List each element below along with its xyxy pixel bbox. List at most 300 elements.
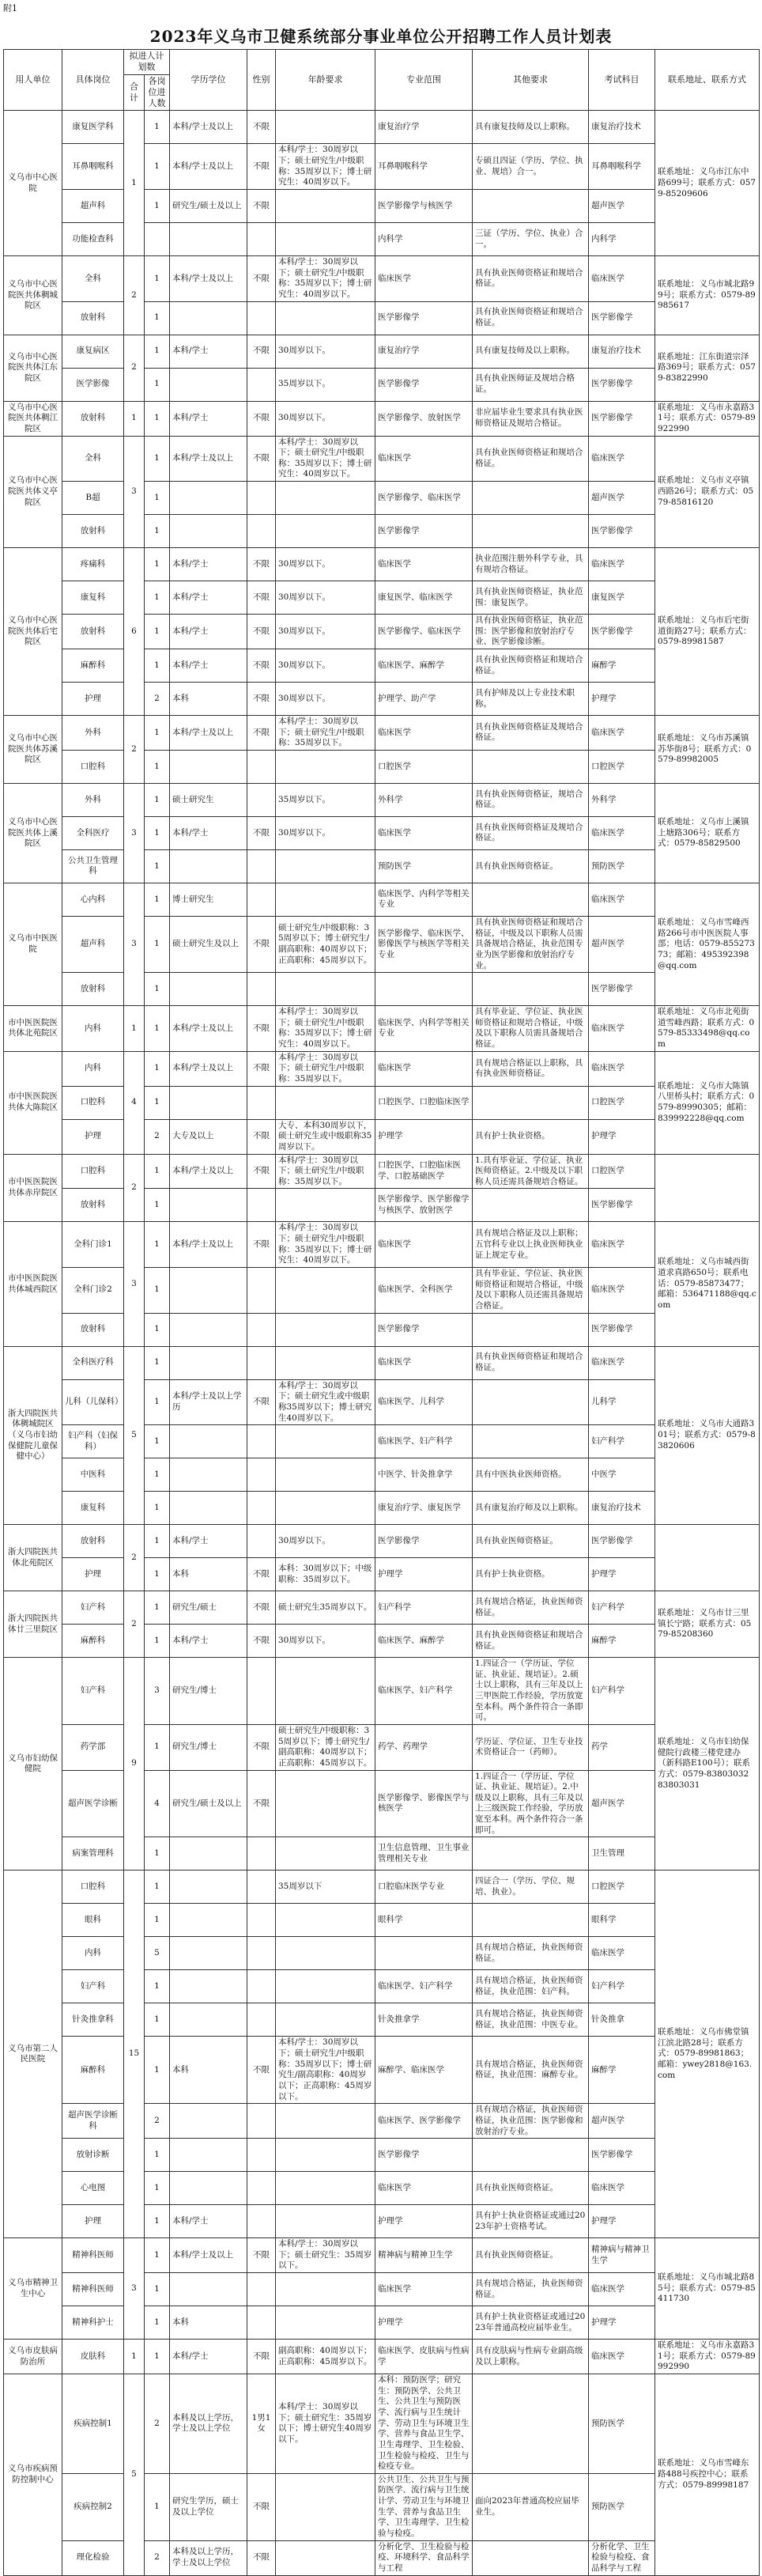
post-count-cell: 1: [145, 144, 170, 190]
table-row: [4, 716, 760, 751]
post-cell: 内科: [62, 1051, 124, 1086]
age-cell: 本科/学士：30周岁以下；硕士研究生：35周岁以下；博士研究生40周岁以下。: [276, 2374, 375, 2474]
gender-cell: 不限: [247, 1558, 276, 1591]
gender-cell: [247, 2104, 276, 2139]
gender-cell: 不限: [247, 1006, 276, 1052]
other-requirements-cell: [473, 515, 589, 548]
unit-cell: 市中医医院医共体北苑院区: [4, 1006, 62, 1052]
other-requirements-cell: [473, 883, 589, 916]
post-cell: 放射科: [62, 973, 124, 1006]
gender-cell: 不限: [247, 2473, 276, 2540]
exam-subject-cell: 临床医学: [589, 2273, 655, 2306]
post-cell: 放射科: [62, 1525, 124, 1558]
unit-cell: 市中医医院医共体赤岸院区: [4, 1154, 62, 1222]
post-cell: 康复医学科: [62, 111, 124, 144]
education-cell: 本科/学士及以上: [170, 436, 247, 482]
post-count-cell: 1: [145, 2037, 170, 2104]
exam-subject-cell: 口腔医学: [589, 750, 655, 783]
contact-cell: 联系地址：义乌市苏溪镇苏华街8号；联系方式：0579-89982005: [655, 716, 760, 784]
post-cell: 护理: [62, 1119, 124, 1154]
post-cell: 放射科: [62, 1189, 124, 1222]
unit-cell: 市中医医院医共体大陈院区: [4, 1051, 62, 1154]
post-count-cell: 5: [145, 1937, 170, 1970]
total-count-cell: 2: [124, 335, 145, 401]
major-cell: 康复治疗学、康复医学: [375, 1492, 473, 1525]
unit-cell: 义乌市中医医院: [4, 883, 62, 1005]
post-count-cell: 1: [145, 581, 170, 615]
other-requirements-cell: [473, 1837, 589, 1871]
total-count-cell: 1: [124, 1006, 145, 1052]
unit-cell: 义乌市疾病预防控制中心: [4, 2374, 62, 2576]
contact-cell: 联系地址：义乌市雪峰东路488号疾控中心；联系方式：0579-89998187: [655, 2374, 760, 2576]
post-cell: 全科医疗科: [62, 1346, 124, 1379]
education-cell: 研究生/博士: [170, 1658, 247, 1725]
major-cell: [375, 973, 473, 1006]
education-cell: [170, 849, 247, 883]
education-cell: 本科及以上学历，学士及以上学位: [170, 2374, 247, 2474]
exam-subject-cell: 超声医学: [589, 2104, 655, 2139]
post-count-cell: 1: [145, 750, 170, 783]
post-cell: 外科: [62, 716, 124, 751]
major-cell: 卫生信息管理、卫生事业管理相关专业: [375, 1837, 473, 1871]
other-requirements-cell: 具有护士执业资格证或通过2023年护士资格考试。: [473, 2205, 589, 2238]
education-cell: 博士研究生: [170, 883, 247, 916]
gender-cell: 不限: [247, 816, 276, 849]
post-cell: 口腔科: [62, 750, 124, 783]
table-row: [4, 256, 760, 302]
unit-cell: 浙大四院医共体北苑院区: [4, 1525, 62, 1591]
post-count-cell: 1: [145, 973, 170, 1006]
gender-cell: 不限: [247, 615, 276, 649]
contact-cell: 联系地址：义乌市廿三里镇长宁路；联系方式：0579-85208360: [655, 1591, 760, 1658]
gender-cell: [247, 2306, 276, 2340]
gender-cell: [247, 2172, 276, 2205]
total-count-cell: 2: [124, 1525, 145, 1591]
age-cell: 本科/学士：30周岁以下；硕士研究生/中级职称：35周岁以下；博士研究生：40周岁以下。: [276, 256, 375, 302]
total-count-cell: 3: [124, 436, 145, 548]
major-cell: 外科学: [375, 783, 473, 816]
gender-cell: 不限: [247, 548, 276, 581]
gender-cell: [247, 883, 276, 916]
gender-cell: [247, 482, 276, 515]
exam-subject-cell: 临床医学: [589, 1006, 655, 1052]
other-requirements-cell: [473, 2540, 589, 2575]
contact-cell: 联系地址：江东街道宗泽路369号；联系方式：0579-83822990: [655, 335, 760, 401]
education-cell: 本科/学士: [170, 2340, 247, 2374]
education-cell: 本科: [170, 2306, 247, 2340]
exam-subject-cell: 麻醉学: [589, 649, 655, 683]
table-row: [4, 2104, 760, 2139]
gender-cell: [247, 1189, 276, 1222]
education-cell: 本科/学士: [170, 816, 247, 849]
other-requirements-cell: 具有执业医师资格证。: [473, 2172, 589, 2205]
exam-subject-cell: 药学: [589, 1725, 655, 1771]
gender-cell: 不限: [247, 1379, 276, 1425]
table-row: [4, 2306, 760, 2340]
major-cell: 临床医学、妇产科学: [375, 1658, 473, 1725]
post-cell: 护理: [62, 2205, 124, 2238]
age-cell: 35周岁以下: [276, 1871, 375, 1904]
post-count-cell: 1: [145, 1970, 170, 2003]
other-requirements-cell: 具有护士执业资格证或通过2023年普通高校应届毕业生。: [473, 2306, 589, 2340]
education-cell: 本科/学士: [170, 2205, 247, 2238]
other-requirements-cell: 具有执业医师资格证和规培合格证。: [473, 301, 589, 335]
gender-cell: 不限: [247, 683, 276, 716]
major-cell: 预防医学: [375, 849, 473, 883]
age-cell: [276, 2104, 375, 2139]
post-cell: 全科: [62, 256, 124, 302]
exam-subject-cell: 康复治疗技术: [589, 335, 655, 368]
education-cell: 研究生/硕士及以上: [170, 1770, 247, 1837]
education-cell: [170, 2273, 247, 2306]
major-cell: 临床医学: [375, 1051, 473, 1086]
exam-subject-cell: 医学影像学: [589, 301, 655, 335]
post-cell: 口腔科: [62, 1871, 124, 1904]
major-cell: 公共卫生、公共卫生与预防医学、流行病与卫生统计学、劳动卫生与环境卫生学、营养与食品卫生学、卫生毒理学、卫生检验与检疫。: [375, 2473, 473, 2540]
header-education: 学历学位: [170, 50, 247, 111]
exam-subject-cell: 临床医学: [589, 816, 655, 849]
header-exam: 考试科目: [589, 50, 655, 111]
table-row: [4, 111, 760, 144]
other-requirements-cell: [473, 1313, 589, 1346]
post-cell: 精神科护士: [62, 2306, 124, 2340]
table-row: [4, 1591, 760, 1625]
contact-cell: 联系地址：义乌市永嘉路31号；联系方式：0579-89992990: [655, 2340, 760, 2374]
education-cell: [170, 1189, 247, 1222]
other-requirements-cell: 具有执业医师资格证，规培合格证。: [473, 783, 589, 816]
education-cell: [170, 2172, 247, 2205]
contact-cell: [655, 1154, 760, 1222]
other-requirements-cell: [473, 1086, 589, 1119]
unit-cell: 义乌市中心医院医共体苏溪院区: [4, 716, 62, 784]
gender-cell: [247, 1458, 276, 1492]
unit-cell: 义乌市中心医院医共体义亭院区: [4, 436, 62, 548]
contact-cell: 联系地址：义乌市城西街道求真路650号；联系电话：0579-85873477；邮箱：536471188@qq.com: [655, 1222, 760, 1346]
post-count-cell: 1: [145, 1379, 170, 1425]
education-cell: 本科/学士: [170, 615, 247, 649]
exam-subject-cell: 临床医学: [589, 1051, 655, 1086]
table-row: [4, 2172, 760, 2205]
contact-cell: 联系地址：义乌市大通路301号；联系方式：0579-83820606: [655, 1346, 760, 1525]
exam-subject-cell: 医学影像学: [589, 1189, 655, 1222]
major-cell: [375, 1937, 473, 1970]
major-cell: 医学影像学、临床医学: [375, 482, 473, 515]
post-cell: 功能检查科: [62, 223, 124, 256]
post-count-cell: 1: [145, 1458, 170, 1492]
age-cell: [276, 482, 375, 515]
education-cell: 本科/学士及以上: [170, 256, 247, 302]
header-age: 年龄要求: [276, 50, 375, 111]
table-row: [4, 2540, 760, 2575]
total-count-cell: 5: [124, 1346, 145, 1525]
education-cell: 本科/学士及以上: [170, 1154, 247, 1189]
post-count-cell: 1: [145, 816, 170, 849]
gender-cell: [247, 1086, 276, 1119]
post-cell: 放射科: [62, 301, 124, 335]
age-cell: [276, 1086, 375, 1119]
major-cell: 医学影像学: [375, 1525, 473, 1558]
major-cell: 临床医学: [375, 548, 473, 581]
table-row: [4, 401, 760, 436]
post-cell: 心内科: [62, 883, 124, 916]
other-requirements-cell: 执业范围注册外科学专业，具有规培合格证。: [473, 548, 589, 581]
post-cell: 放射科: [62, 515, 124, 548]
post-count-cell: 1: [145, 1268, 170, 1314]
age-cell: [276, 2273, 375, 2306]
total-count-cell: 2: [124, 1154, 145, 1222]
exam-subject-cell: 妇产科学: [589, 1658, 655, 1725]
table-row: [4, 515, 760, 548]
major-cell: 临床医学、儿科学: [375, 1379, 473, 1425]
major-cell: 康复治疗学: [375, 335, 473, 368]
table-row: [4, 1770, 760, 1837]
unit-cell: 义乌市中心医院: [4, 111, 62, 256]
total-count-cell: 1: [124, 2340, 145, 2374]
table-row: [4, 615, 760, 649]
post-cell: 康复病区: [62, 335, 124, 368]
age-cell: [276, 223, 375, 256]
attachment-label: 附1: [3, 3, 17, 13]
major-cell: 康复治疗学: [375, 111, 473, 144]
post-count-cell: 1: [145, 1222, 170, 1268]
other-requirements-cell: 具有中医执业医师资格。: [473, 1458, 589, 1492]
total-count-cell: 15: [124, 1871, 145, 2238]
gender-cell: [247, 1313, 276, 1346]
exam-subject-cell: 护理学: [589, 1119, 655, 1154]
age-cell: [276, 190, 375, 223]
table-row: [4, 2037, 760, 2104]
other-requirements-cell: 具有执业医师资格证及规培合格证。: [473, 716, 589, 751]
education-cell: 本科及以上学历，学士及以上学位: [170, 2540, 247, 2575]
other-requirements-cell: 具有康复治疗师及以上职称。: [473, 1492, 589, 1525]
post-cell: 针灸推拿科: [62, 2003, 124, 2037]
other-requirements-cell: [473, 2374, 589, 2474]
other-requirements-cell: 具有执业医师资格证。: [473, 1525, 589, 1558]
table-row: [4, 2003, 760, 2037]
other-requirements-cell: 具有规培合格证，执业医师资格证，执业范围：医学影像和放射治疗专业。: [473, 2104, 589, 2139]
unit-cell: 义乌市第二人民医院: [4, 1871, 62, 2238]
major-cell: 医学影像学: [375, 1313, 473, 1346]
age-cell: [276, 2306, 375, 2340]
post-cell: 妇产科: [62, 1591, 124, 1625]
other-requirements-cell: 三证（学历、学位、执业）合一。: [473, 223, 589, 256]
major-cell: 麻醉学、临床医学: [375, 2037, 473, 2104]
post-count-cell: 2: [145, 2104, 170, 2139]
education-cell: [170, 1871, 247, 1904]
gender-cell: 不限: [247, 401, 276, 436]
post-count-cell: 1: [145, 1725, 170, 1771]
exam-subject-cell: 超声医学: [589, 190, 655, 223]
table-row: [4, 1492, 760, 1525]
other-requirements-cell: 四证合一（学历、学位、规培、执业）。: [473, 1871, 589, 1904]
gender-cell: [247, 515, 276, 548]
education-cell: 本科: [170, 683, 247, 716]
table-row: [4, 1425, 760, 1458]
table-row: [4, 816, 760, 849]
other-requirements-cell: 具有规培合格证，执业医师资格证。: [473, 1937, 589, 1970]
education-cell: [170, 368, 247, 401]
gender-cell: [247, 750, 276, 783]
exam-subject-cell: 中医学: [589, 1458, 655, 1492]
other-requirements-cell: 具有执业医师资格证，执业范围：医学影像和放射治疗专业、医学影像诊断。: [473, 615, 589, 649]
gender-cell: [247, 1346, 276, 1379]
post-cell: 康复科: [62, 581, 124, 615]
gender-cell: [247, 1425, 276, 1458]
other-requirements-cell: 学历证、学位证、卫生专业技术资格证合一（药师）。: [473, 1725, 589, 1771]
gender-cell: [247, 973, 276, 1006]
education-cell: [170, 750, 247, 783]
post-cell: 儿科（儿保科）: [62, 1379, 124, 1425]
major-cell: 医学影像学: [375, 368, 473, 401]
age-cell: 本科/学士：30周岁以下；硕士研究生/中级职称：35周岁以下；博士研究生/副高职称：40周岁以下；正高职称：45周岁以下。: [276, 2037, 375, 2104]
gender-cell: [247, 1525, 276, 1558]
education-cell: [170, 1937, 247, 1970]
other-requirements-cell: 具有执业医师资格证和规培合格证。: [473, 1625, 589, 1658]
other-requirements-cell: 专硕且四证（学历、学位、执业、规培）合一。: [473, 144, 589, 190]
contact-cell: 联系地址：义乌市佛堂镇江滨北路28号；联系方式：0579-89981863；邮箱：ywey2818@163.com: [655, 1871, 760, 2238]
age-cell: 本科/学士：30周岁以下；硕士研究生/中级职称：35周岁以下。: [276, 1051, 375, 1086]
education-cell: 本科/学士: [170, 649, 247, 683]
major-cell: 医学影像学与核医学: [375, 190, 473, 223]
age-cell: 30周岁以下。: [276, 1525, 375, 1558]
unit-cell: 义乌市中心医院医共体上溪院区: [4, 783, 62, 883]
education-cell: [170, 1970, 247, 2003]
table-row: [4, 223, 760, 256]
age-cell: 30周岁以下。: [276, 1625, 375, 1658]
post-count-cell: 1: [145, 1625, 170, 1658]
post-count-cell: 1: [145, 1086, 170, 1119]
exam-subject-cell: 医学影像学: [589, 401, 655, 436]
post-count-cell: 1: [145, 111, 170, 144]
major-cell: 精神病与精神卫生学: [375, 2238, 473, 2273]
major-cell: 临床医学、麻醉学: [375, 649, 473, 683]
header-contact: 联系地址、联系方式: [655, 50, 760, 111]
exam-subject-cell: 妇产科学: [589, 1425, 655, 1458]
exam-subject-cell: 耳鼻咽喉科学: [589, 144, 655, 190]
post-count-cell: 1: [145, 2273, 170, 2306]
post-count-cell: 1: [145, 1525, 170, 1558]
table-row: [4, 581, 760, 615]
other-requirements-cell: 具有执业医师资格证及规培合格证。: [473, 816, 589, 849]
post-count-cell: 1: [145, 335, 170, 368]
exam-subject-cell: 超声医学: [589, 916, 655, 972]
contact-cell: 联系地址：义乌市城北路99号；联系方式：0579-89985617: [655, 256, 760, 335]
table-row: [4, 2340, 760, 2374]
education-cell: 本科/学士及以上: [170, 1006, 247, 1052]
gender-cell: [247, 849, 276, 883]
post-count-cell: 1: [145, 1346, 170, 1379]
post-cell: 全科门诊1: [62, 1222, 124, 1268]
header-per-post: 各岗位进人数: [145, 74, 170, 111]
education-cell: [170, 1425, 247, 1458]
gender-cell: 不限: [247, 111, 276, 144]
post-count-cell: 1: [145, 883, 170, 916]
age-cell: 本科/学士：30周岁以下；硕士研究生/中级职称：35周岁以下；博士研究生：40周岁以下。: [276, 144, 375, 190]
gender-cell: [247, 1837, 276, 1871]
major-cell: 医学影像学、临床医学: [375, 615, 473, 649]
header-plan-group: 拟进人计划数: [124, 50, 170, 75]
table-row: [4, 1268, 760, 1314]
total-count-cell: 5: [124, 2374, 145, 2576]
age-cell: [276, 1837, 375, 1871]
major-cell: 护理学: [375, 1558, 473, 1591]
table-row: [4, 1837, 760, 1871]
gender-cell: [247, 2139, 276, 2172]
education-cell: [170, 1458, 247, 1492]
post-count-cell: 1: [145, 1154, 170, 1189]
other-requirements-cell: 具有规培合格证以上职称，具有执业医师资格证。: [473, 1051, 589, 1086]
unit-cell: 浙大四院医共体廿三里院区: [4, 1591, 62, 1658]
table-row: [4, 849, 760, 883]
other-requirements-cell: 具有护士执业资格。: [473, 1119, 589, 1154]
major-cell: 康复医学、临床医学: [375, 581, 473, 615]
other-requirements-cell: [473, 1189, 589, 1222]
major-cell: 针灸推拿学: [375, 2003, 473, 2037]
post-cell: 疼痛科: [62, 548, 124, 581]
education-cell: 本科/学士: [170, 1525, 247, 1558]
major-cell: 临床医学、妇产科学: [375, 1425, 473, 1458]
post-count-cell: 1: [145, 649, 170, 683]
post-cell: 麻醉科: [62, 2037, 124, 2104]
post-count-cell: 1: [145, 1837, 170, 1871]
other-requirements-cell: [473, 1425, 589, 1458]
total-count-cell: 3: [124, 2238, 145, 2340]
education-cell: [170, 973, 247, 1006]
exam-subject-cell: 医学影像学: [589, 368, 655, 401]
total-count-cell: 1: [124, 111, 145, 256]
total-count-cell: 3: [124, 883, 145, 1005]
age-cell: [276, 111, 375, 144]
table-row: [4, 1051, 760, 1086]
education-cell: [170, 1492, 247, 1525]
header-total: 合计: [124, 74, 145, 111]
post-cell: 心电图: [62, 2172, 124, 2205]
major-cell: 护理学: [375, 2306, 473, 2340]
exam-subject-cell: 预防医学: [589, 849, 655, 883]
age-cell: [276, 1458, 375, 1492]
major-cell: 内科学: [375, 223, 473, 256]
major-cell: 临床医学、妇产科学: [375, 1970, 473, 2003]
post-cell: 内科: [62, 1937, 124, 1970]
education-cell: 本科: [170, 1558, 247, 1591]
gender-cell: [247, 1970, 276, 2003]
age-cell: 本科/学士：30周岁以下；硕士研究生/中级职称：35周岁以下。: [276, 1154, 375, 1189]
age-cell: [276, 1492, 375, 1525]
major-cell: 医学影像学、医学影像学与核医学、放射医学: [375, 1189, 473, 1222]
header-major: 专业范围: [375, 50, 473, 111]
table-row: [4, 916, 760, 972]
gender-cell: [247, 223, 276, 256]
education-cell: [170, 1313, 247, 1346]
gender-cell: [247, 2003, 276, 2037]
age-cell: [276, 2540, 375, 2575]
total-count-cell: 2: [124, 256, 145, 335]
age-cell: [276, 1268, 375, 1314]
other-requirements-cell: 具有康复技师及以上职称。: [473, 111, 589, 144]
major-cell: 临床医学: [375, 1346, 473, 1379]
table-row: [4, 1189, 760, 1222]
table-body: [4, 111, 760, 2575]
education-cell: 本科/学士: [170, 581, 247, 615]
post-count-cell: 1: [145, 256, 170, 302]
total-count-cell: 1: [124, 401, 145, 436]
post-cell: 疾病控制1: [62, 2374, 124, 2474]
exam-subject-cell: 医学影像学: [589, 1525, 655, 1558]
post-count-cell: 1: [145, 1313, 170, 1346]
unit-cell: 义乌市中心医院医共体后宅院区: [4, 548, 62, 716]
other-requirements-cell: [473, 1904, 589, 1937]
age-cell: 30周岁以下。: [276, 335, 375, 368]
